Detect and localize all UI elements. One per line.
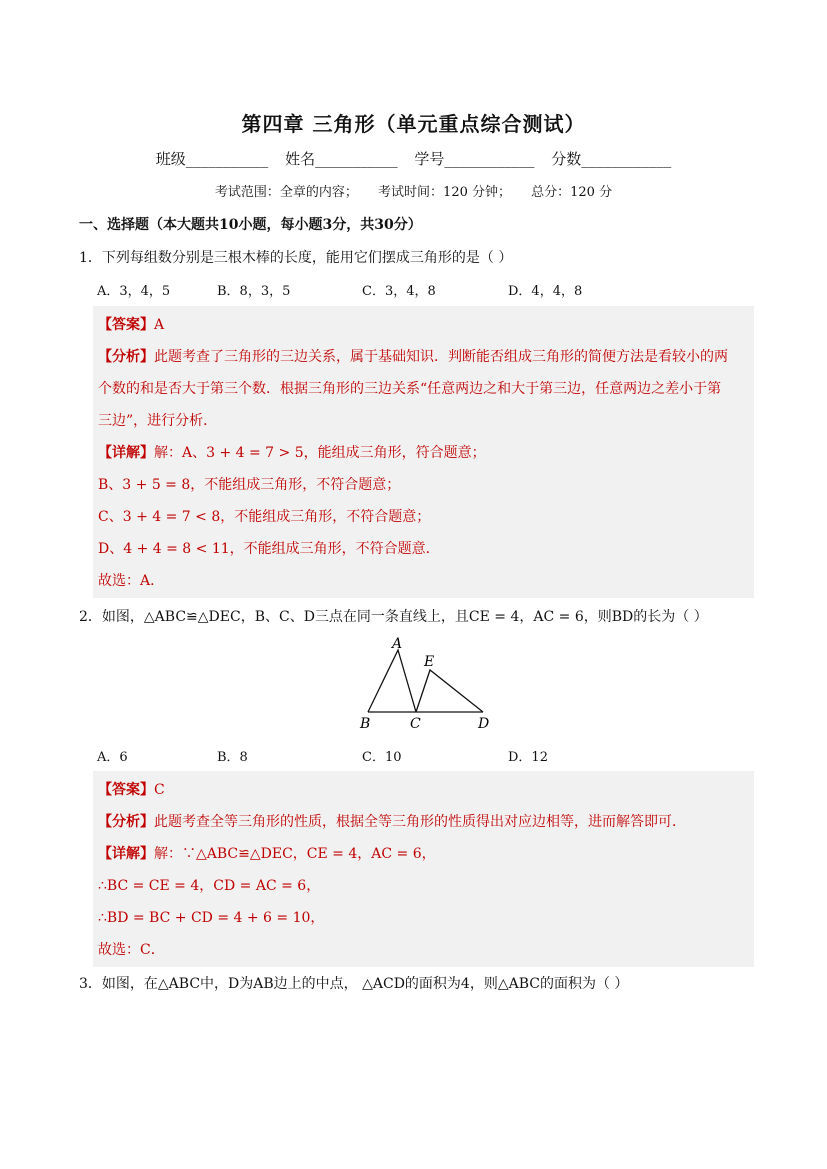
option-b: B．8 (217, 750, 248, 765)
label-b: B (360, 716, 371, 732)
detail-tag: 【详解】 (98, 846, 154, 862)
analysis-line (98, 811, 686, 831)
detail-text: 解：A、3 + 4 = 7 > 5，能组成三角形，符合题意； (154, 445, 486, 461)
detail-text: ∴BD = BC + CD = 4 + 6 = 10， (98, 910, 325, 926)
label-a: A (392, 636, 403, 652)
answer-tag: 【答案】 (98, 782, 154, 798)
label-e: E (424, 654, 435, 670)
option-d: D．12 (508, 750, 548, 765)
detail-text: D、4 + 4 = 8 < 11，不能组成三角形，不符合题意． (98, 541, 440, 557)
student-id-field: 学号____________ (414, 150, 535, 168)
analysis-tag: 【分析】 (98, 349, 154, 365)
exam-scope: 考试范围：全章的内容； (214, 185, 358, 200)
analysis-text: 此题考查全等三角形的性质，根据全等三角形的性质得出对应边相等，进而解答即可． (154, 814, 686, 830)
detail-line (98, 843, 436, 863)
exam-time: 考试时间：120 分钟； (378, 185, 511, 200)
student-info-fields (0, 148, 827, 169)
question-3-stem: 3．如图，在△ABC中，D为AB边上的中点， △ACD的面积为4，则△ABC的面积为（ ） (79, 976, 629, 992)
answer-value: C (154, 782, 165, 798)
question-1-answer-box (93, 306, 754, 598)
question-2-answer-box (93, 771, 754, 967)
analysis-tag: 【分析】 (98, 814, 154, 830)
question-1-stem: 1．下列每组数分别是三根木棒的长度，能用它们摆成三角形的是（ ） (79, 250, 513, 266)
label-c: C (410, 716, 421, 732)
detail-text: C、3 + 4 = 7 < 8，不能组成三角形，不符合题意； (98, 509, 431, 525)
answer-tag: 【答案】 (98, 317, 154, 333)
option-c: C．3，4，8 (362, 284, 436, 299)
score-field: 分数____________ (551, 150, 672, 168)
detail-text: B、3 + 5 = 8，不能组成三角形，不符合题意； (98, 477, 401, 493)
option-a: A．3，4，5 (97, 284, 171, 299)
detail-text: 故选：A． (98, 573, 165, 589)
analysis-text: 此题考查了三角形的三边关系，属于基础知识．判断能否组成三角形的简便方法是看较小的两 (154, 349, 728, 365)
exam-total: 总分：120 分 (531, 185, 613, 200)
answer-value: A (154, 317, 165, 333)
exam-meta (0, 181, 827, 200)
name-field: 姓名___________ (285, 150, 398, 168)
question-2-stem: 2．如图，△ABC≌△DEC，B、C、D三点在同一条直线上，且CE = 4，AC = 6，则BD的长为（ ） (79, 609, 708, 625)
answer-line (98, 314, 164, 334)
analysis-line (98, 346, 728, 366)
page-title: 第四章 三角形（单元重点综合测试） (241, 112, 586, 136)
analysis-text: 个数的和是否大于第三个数．根据三角形的三边关系“任意两边之和大于第三边，任意两边之差小于第 (98, 381, 722, 397)
triangle-abc (368, 650, 416, 712)
triangle-figure (358, 636, 498, 732)
detail-text: ∴BC = CE = 4，CD = AC = 6， (98, 878, 321, 894)
option-a: A．6 (97, 750, 128, 765)
option-b: B．8，3，5 (217, 284, 291, 299)
option-c: C．10 (362, 750, 402, 765)
detail-tag: 【详解】 (98, 445, 154, 461)
detail-text: 解：∵△ABC≌△DEC，CE = 4，AC = 6， (154, 846, 436, 862)
option-d: D．4，4，8 (508, 284, 583, 299)
analysis-text: 三边”，进行分析． (98, 413, 218, 429)
section-heading: 一、选择题（本大题共10小题，每小题3分，共30分） (79, 217, 422, 233)
triangle-dec (416, 670, 483, 712)
detail-text: 故选：C． (98, 942, 165, 958)
detail-line (98, 442, 486, 462)
answer-line (98, 779, 165, 799)
class-field: 班级___________ (155, 150, 269, 168)
label-d: D (478, 716, 490, 732)
